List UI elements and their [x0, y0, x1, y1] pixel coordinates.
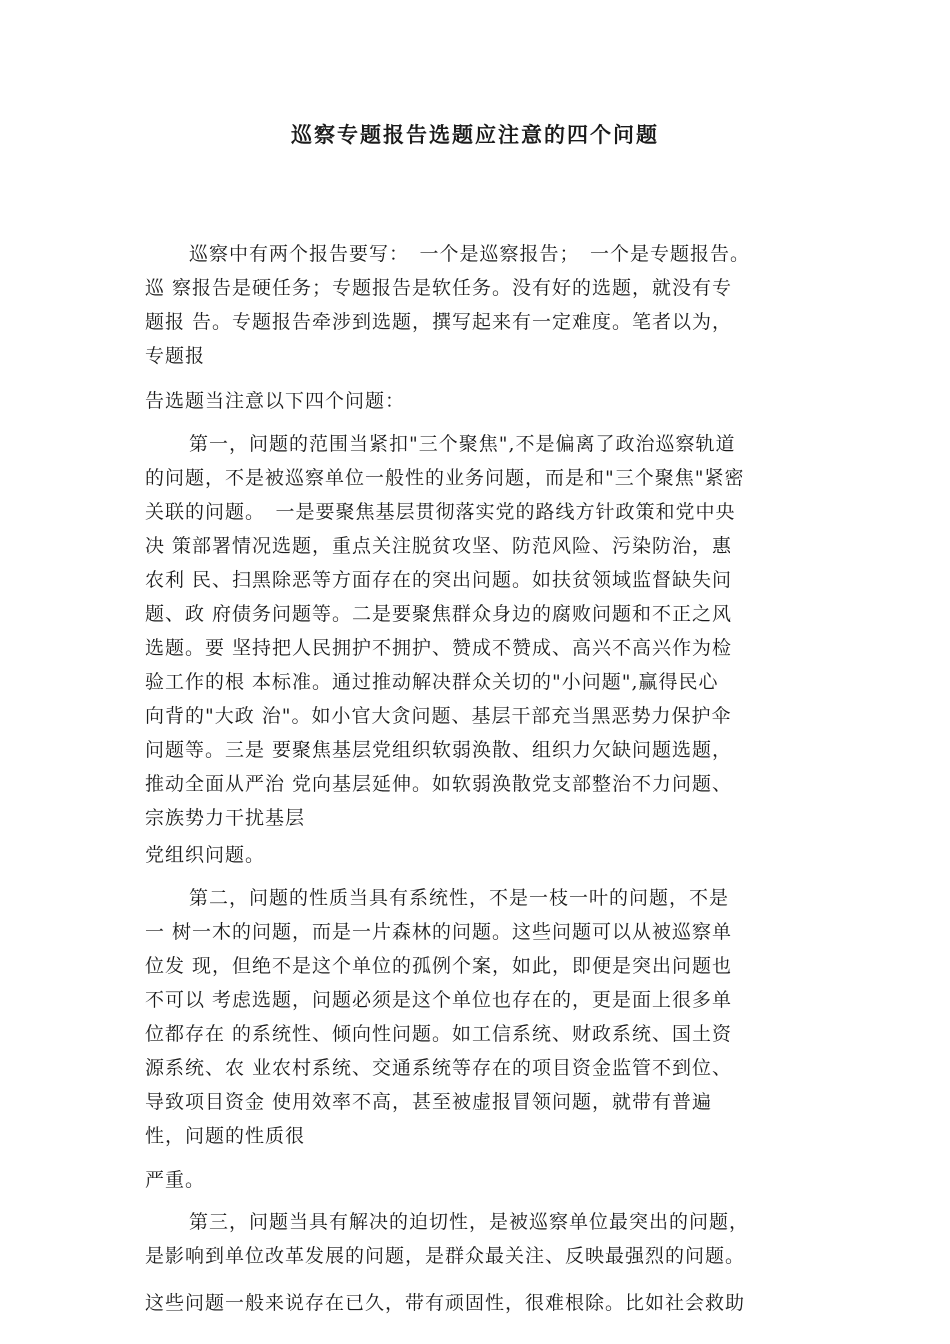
text-line: 农利 民、扫黑除恶等方面存在的突出问题。如扶贫领域监督缺失问	[145, 569, 733, 591]
paragraph-point-2-continued	[145, 1163, 807, 1197]
text-line: 第三，问题当具有解决的迫切性，是被巡察单位最突出的问题，	[189, 1211, 750, 1233]
text-line: 位都存在 的系统性、倾向性问题。如工信系统、财政系统、国土资	[145, 1023, 733, 1045]
text-line: 位发 现，但绝不是这个单位的孤例个案，如此，即便是突出问题也	[145, 955, 733, 977]
text-line: 第一，问题的范围当紧扣"三个聚焦",不是偏离了政治巡察轨道	[189, 433, 736, 455]
paragraph-point-3-continued	[145, 1286, 807, 1320]
text-line: 党组织问题。	[145, 844, 266, 866]
text-line: 关联的问题。 一是要聚焦基层贯彻落实党的路线方针政策和党中央	[145, 501, 736, 523]
paragraph-point-2	[145, 881, 807, 1153]
text-line: 问题等。三是 要聚焦基层党组织软弱涣散、组织力欠缺问题选题，	[145, 739, 733, 761]
text-line: 巡察中有两个报告要写： 一个是巡察报告； 一个是专题报告。	[189, 243, 751, 265]
text-line: 选题。要 坚持把人民拥护不拥护、赞成不赞成、高兴不高兴作为检	[145, 637, 733, 659]
text-line: 向背的"大政 治"。如小官大贪问题、基层干部充当黑恶势力保护伞	[145, 705, 732, 727]
text-line: 题、政 府债务问题等。二是要聚焦群众身边的腐败问题和不正之风	[145, 603, 733, 625]
text-line: 巡 察报告是硬任务；专题报告是软任务。没有好的选题，就没有专	[145, 277, 733, 299]
text-line: 性，问题的性质很	[145, 1125, 306, 1147]
paragraph-point-1-continued	[145, 838, 807, 872]
text-line: 决 策部署情况选题，重点关注脱贫攻坚、防范风险、污染防治，惠	[145, 535, 733, 557]
text-line: 这些问题一般来说存在已久，带有顽固性，很难根除。比如社会救助	[145, 1292, 746, 1314]
text-line: 的问题，不是被巡察单位一般性的业务问题，而是和"三个聚焦"紧密	[145, 467, 745, 489]
paragraph-intro-continued	[145, 384, 807, 418]
text-line: 是影响到单位改革发展的问题，是群众最关注、反映最强烈的问题。	[145, 1245, 746, 1267]
text-line: 严重。	[145, 1169, 206, 1191]
text-line: 告选题当注意以下四个问题：	[145, 390, 406, 412]
paragraph-intro	[145, 237, 807, 373]
text-line: 宗族势力干扰基层	[145, 807, 306, 829]
text-line: 题报 告。专题报告牵涉到选题，撰写起来有一定难度。笔者以为，	[145, 311, 733, 333]
paragraph-point-3	[145, 1205, 807, 1273]
text-line: 第二，问题的性质当具有系统性，不是一枝一叶的问题，不是	[189, 887, 730, 909]
text-line: 一 树一木的问题，而是一片森林的问题。这些问题可以从被巡察单	[145, 921, 733, 943]
text-line: 验工作的根 本标准。通过推动解决群众关切的"小问题",赢得民心	[145, 671, 719, 693]
text-line: 不可以 考虑选题，问题必须是这个单位也存在的，更是面上很多单	[145, 989, 733, 1011]
document-title: 巡察专题报告选题应注意的四个问题	[291, 122, 659, 147]
text-line: 源系统、农 业农村系统、交通系统等存在的项目资金监管不到位、	[145, 1057, 733, 1079]
text-line: 导致项目资金 使用效率不高，甚至被虚报冒领问题，就带有普遍	[145, 1091, 713, 1113]
text-line: 推动全面从严治 党向基层延伸。如软弱涣散党支部整治不力问题、	[145, 773, 733, 795]
text-line: 专题报	[145, 345, 206, 367]
paragraph-point-1	[145, 427, 807, 835]
